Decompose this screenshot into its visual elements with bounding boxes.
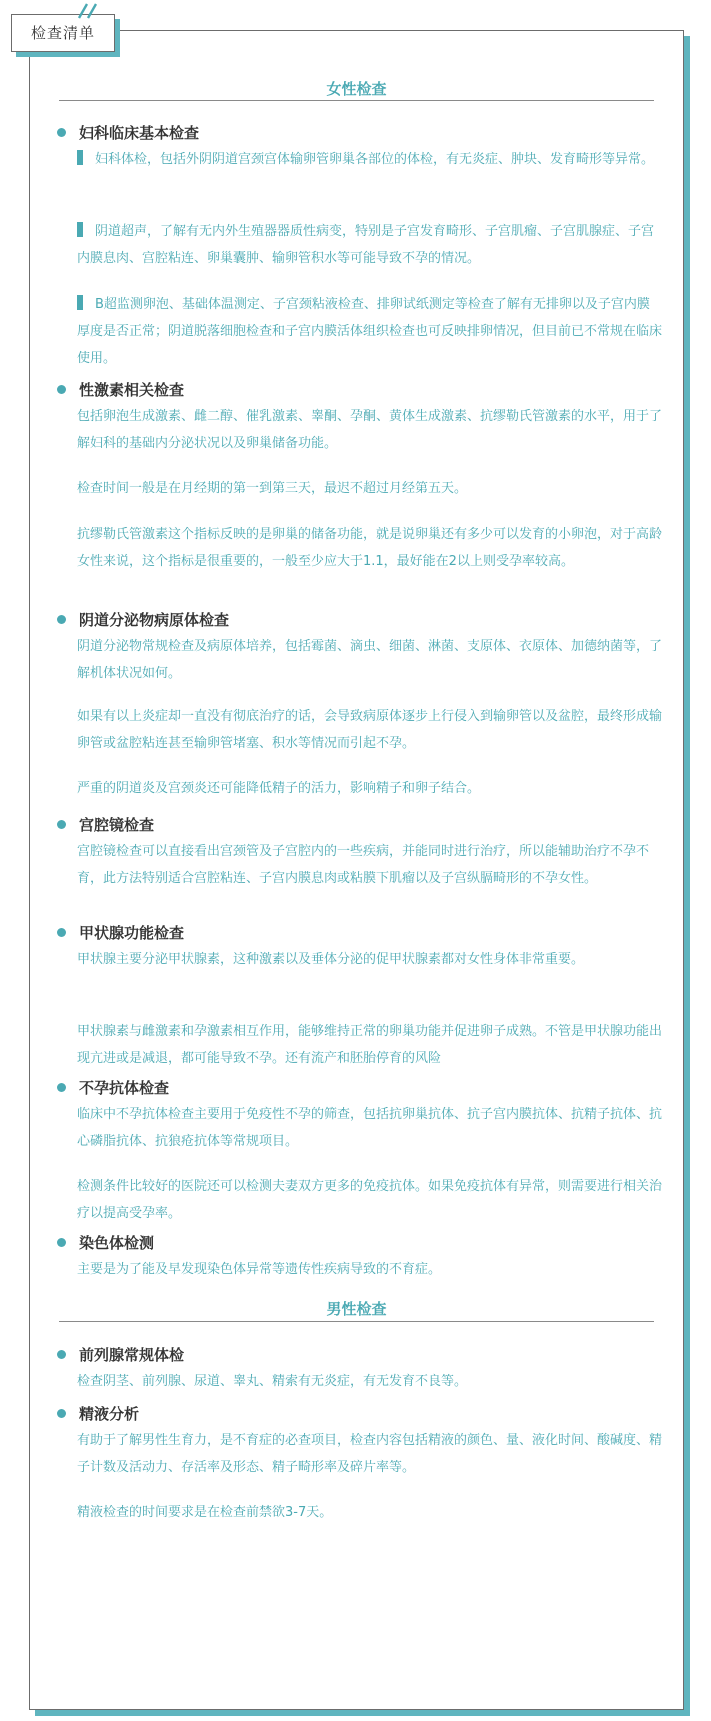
bullet-dot-icon (57, 615, 66, 624)
item-title-gynecology: 妇科临床基本检查 (79, 124, 200, 142)
item-title-vaginal: 阴道分泌物病原体检查 (79, 611, 230, 629)
bar-marker-icon (77, 150, 83, 165)
item-paragraph: 抗缪勒氏管激素这个指标反映的是卵巢的储备功能，就是说卵巢还有多少可以发育的小卵泡，对于高龄女性来说，这个指标是很重要的，一般至少应大于1.1，最好能在2以上则受孕率较高。 (77, 527, 663, 569)
item-paragraph: 阴道超声，了解有无内外生殖器器质性病变，特别是子宫发育畸形、子宫肌瘤、子宫肌腺症、子宫内膜息肉、宫腔粘连、卵巢囊肿、输卵管积水等可能导致不孕的情况。 (77, 224, 655, 266)
bullet-dot-icon (57, 1409, 66, 1418)
item-paragraph: 妇科体检，包括外阴阴道宫颈宫体输卵管卵巢各部位的体检，有无炎症、肿块、发育畸形等异常。 (77, 146, 662, 173)
item-paragraph: 严重的阴道炎及宫颈炎还可能降低精子的活力，影响精子和卵子结合。 (77, 781, 481, 796)
bullet-dot-icon (57, 385, 66, 394)
item-title-hormones: 性激素相关检查 (79, 381, 185, 399)
item-paragraph: 检查阴茎、前列腺、尿道、睾丸、精索有无炎症，有无发育不良等。 (77, 1374, 468, 1389)
item-paragraph: 临床中不孕抗体检查主要用于免疫性不孕的筛查，包括抗卵巢抗体、抗子宫内膜抗体、抗精子抗体、抗心磷脂抗体、抗狼疮抗体等常规项目。 (77, 1107, 663, 1149)
item-title-prostate: 前列腺常规体检 (79, 1346, 185, 1364)
item-title-hysteroscopy: 宫腔镜检查 (79, 816, 155, 834)
item-paragraph: 如果有以上炎症却一直没有彻底治疗的话，会导致病原体逐步上行侵入到输卵管以及盆腔，最终形成输卵管或盆腔粘连甚至输卵管堵塞、积水等情况而引起不孕。 (77, 709, 663, 751)
section-title-female: 女性检查 (326, 80, 387, 98)
item-paragraph: 宫腔镜检查可以直接看出宫颈管及子宫腔内的一些疾病，并能同时进行治疗，所以能辅助治疗不孕不育，此方法特别适合宫腔粘连、子宫内膜息肉或粘膜下肌瘤以及子宫纵膈畸形的不孕女性。 (77, 844, 650, 886)
bullet-dot-icon (57, 1350, 66, 1359)
item-paragraph: 有助于了解男性生育力，是不育症的必查项目，检查内容包括精液的颜色、量、液化时间、酸碱度、精子计数及活动力、存活率及形态、精子畸形率及碎片率等。 (77, 1433, 663, 1475)
item-title-semen: 精液分析 (79, 1405, 140, 1423)
bullet-dot-icon (57, 1238, 66, 1247)
item-paragraph: B超监测卵泡、基础体温测定、子宫颈粘液检查、排卵试纸测定等检查了解有无排卵以及子宫内膜厚度是否正常；阴道脱落细胞检查和子宫内膜活体组织检查也可反映排卵情况，但目前已不常规在临床使用。 (77, 297, 663, 366)
bullet-dot-icon (57, 820, 66, 829)
bullet-dot-icon (57, 1083, 66, 1092)
item-paragraph: 甲状腺主要分泌甲状腺素，这种激素以及垂体分泌的促甲状腺素都对女性身体非常重要。 (77, 952, 585, 967)
item-paragraph: 甲状腺素与雌激素和孕激素相互作用，能够维持正常的卵巢功能并促进卵子成熟。不管是甲状腺功能出现亢进或是减退，都可能导致不孕。还有流产和胚胎停育的风险 (77, 1024, 663, 1066)
item-title-antibody: 不孕抗体检查 (79, 1079, 170, 1097)
checklist-tag: 检查清单 (11, 14, 115, 52)
bullet-dot-icon (57, 128, 66, 137)
item-paragraph: 包括卵泡生成激素、雌二醇、催乳激素、睾酮、孕酮、黄体生成激素、抗缪勒氏管激素的水平，用于了解妇科的基础内分泌状况以及卵巢储备功能。 (77, 409, 663, 451)
bar-marker-icon (77, 222, 83, 237)
section-title-male: 男性检查 (326, 1300, 387, 1318)
item-title-thyroid: 甲状腺功能检查 (79, 924, 185, 942)
double-slash-icon (77, 3, 101, 19)
item-paragraph: 检测条件比较好的医院还可以检测夫妻双方更多的免疫抗体。如果免疫抗体有异常，则需要进行相关治疗以提高受孕率。 (77, 1179, 663, 1221)
section-divider (59, 1321, 654, 1322)
bar-marker-icon (77, 295, 83, 310)
item-paragraph: 检查时间一般是在月经期的第一到第三天，最迟不超过月经第五天。 (77, 481, 468, 496)
item-paragraph: 主要是为了能及早发现染色体异常等遗传性疾病导致的不育症。 (77, 1262, 442, 1277)
bullet-dot-icon (57, 928, 66, 937)
item-title-chromosome: 染色体检测 (79, 1234, 155, 1252)
item-paragraph: 阴道分泌物常规检查及病原体培养，包括霉菌、滴虫、细菌、淋菌、支原体、衣原体、加德纳菌等，了解机体状况如何。 (77, 639, 663, 681)
item-paragraph: 精液检查的时间要求是在检查前禁欲3-7天。 (77, 1505, 333, 1520)
section-divider (59, 100, 654, 101)
